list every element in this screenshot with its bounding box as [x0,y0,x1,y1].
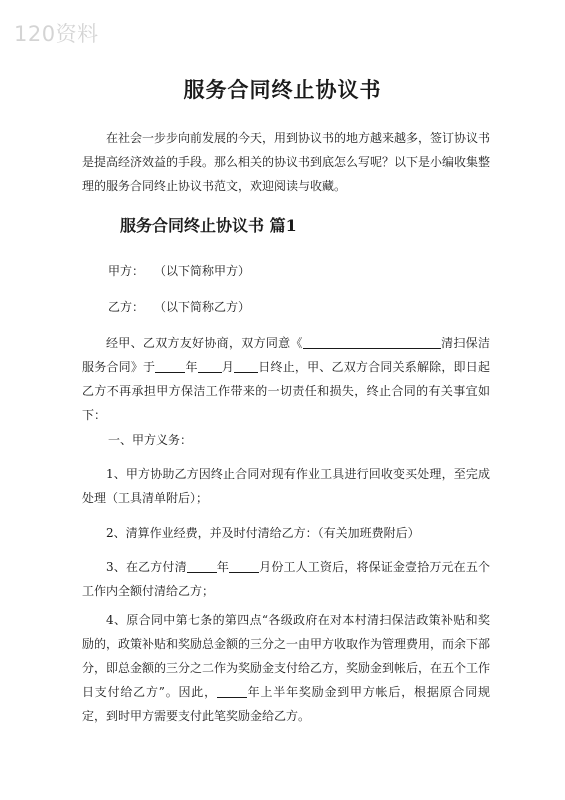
year-blank [217,684,247,698]
party-a-line [108,259,250,283]
party-a-note: （以下简称甲方） [154,264,251,278]
party-b-label: 乙方： [108,300,145,314]
item4-text-b: 年上半年奖励金到甲方帐后，根据原合同规定，到时甲方需要支付此笔奖励金给乙方。 [82,685,490,723]
party-b-note: （以下简称乙方） [154,300,251,314]
section-heading: 一、甲方义务： [108,433,193,447]
contract-name-blank [303,335,441,349]
p1-text-d: 月 [221,360,235,374]
day-blank [234,359,258,373]
item3-text-b: 年 [216,560,230,574]
termination-paragraph [82,331,490,427]
item3-text-a: 3、在乙方付清 [106,560,187,574]
list-item-2: 2、清算作业经费，并及时付清给乙方：（有关加班费附后） [106,526,420,540]
watermark: 120资料 [14,22,99,46]
list-item-3 [82,555,490,603]
month-blank [229,559,259,573]
list-item-4 [82,608,490,728]
party-b-line [108,295,250,319]
month-blank [198,359,222,373]
p1-text-c: 年 [185,360,198,374]
intro-paragraph: 在社会一步步向前发展的今天，用到协议书的地方越来越多，签订协议书是提高经济效益的手段。那么相关的协议书到底怎么写呢？以下是小编收集整理的服务合同终止协议书范文，欢迎阅读与收藏。 [82,131,491,193]
p1-text-b: 清扫保洁服务合同》于 [82,336,490,374]
year-blank [187,559,217,573]
year-blank [155,359,185,373]
section-subtitle: 服务合同终止协议书 篇1 [120,216,297,235]
item3-text-c: 月份工人工资后，将保证金壹拾万元在五个工作内全额付清给乙方； [82,560,490,598]
p1-text-a: 经甲、乙双方友好协商，双方同意《 [106,336,303,350]
party-a-label: 甲方： [108,264,145,278]
document-title: 服务合同终止协议书 [183,77,382,102]
list-item-1: 1、甲方协助乙方因终止合同对现有作业工具进行回收变买处理，至完成处理（工具清单附后）； [82,467,490,505]
p1-text-e: 日终止，甲、乙双方合同关系解除，即日起乙方不再承担甲方保洁工作带来的一切责任和损失，终止合同的有关事宜如下： [82,360,490,422]
item4-text-a: 4、原合同中第七条的第四点“各级政府在对本村清扫保洁政策补贴和奖励的，政策补贴和奖励总金额的三分之一由甲方收取作为管理费用，而余下部分，即总金额的三分之二作为奖励金支付给乙方，奖励金到帐后，在五个工作日支付给乙方”。因此， [82,613,491,699]
